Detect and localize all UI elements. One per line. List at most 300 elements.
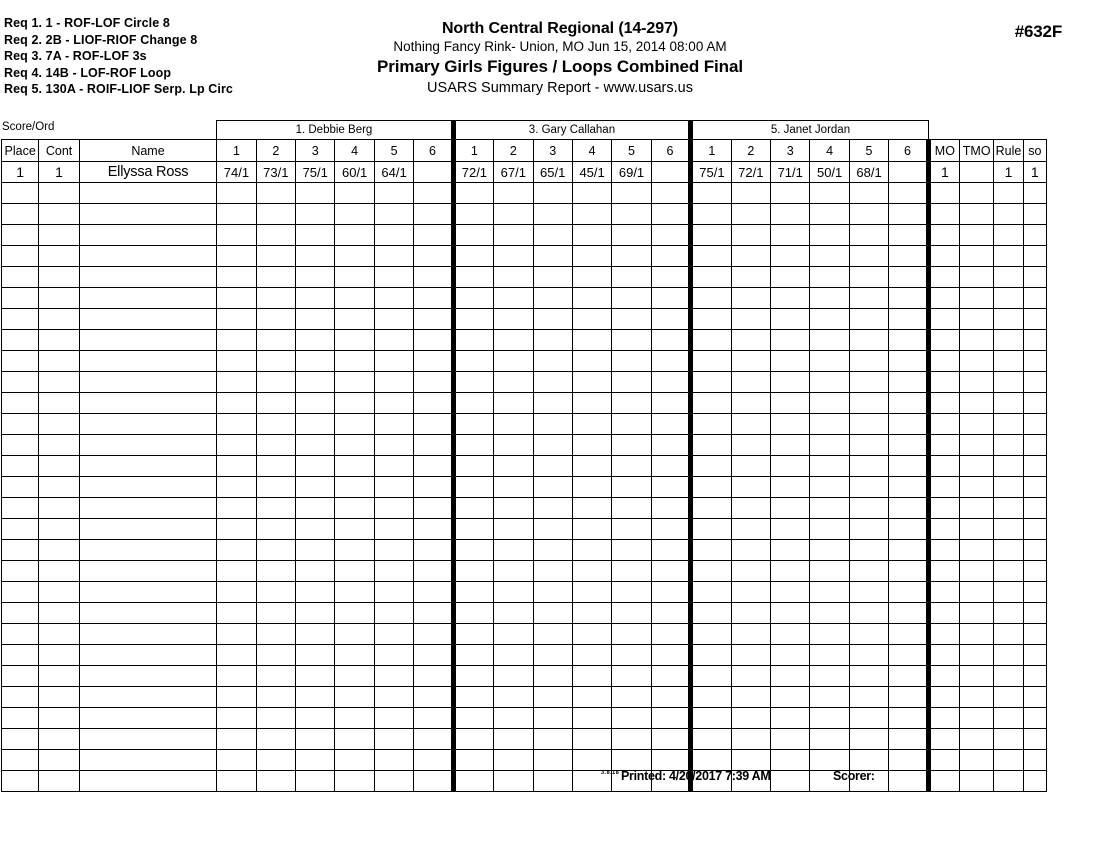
cell-empty	[2, 309, 39, 330]
cell-empty	[256, 456, 295, 477]
cell-empty	[533, 561, 572, 582]
cell-empty	[849, 309, 888, 330]
cell-empty	[453, 351, 493, 372]
cell-empty	[79, 645, 216, 666]
cell-empty	[810, 645, 849, 666]
cell-empty	[651, 435, 690, 456]
cell-empty	[453, 540, 493, 561]
cell-empty	[494, 351, 533, 372]
cell-empty	[849, 204, 888, 225]
cell-empty	[572, 456, 611, 477]
cell-empty	[849, 225, 888, 246]
table-row-empty[interactable]	[2, 624, 1047, 645]
cell-empty	[256, 519, 295, 540]
cell-empty	[1023, 393, 1046, 414]
cell-empty	[810, 729, 849, 750]
cell-empty	[771, 645, 810, 666]
cell-empty	[731, 519, 770, 540]
cell-empty	[572, 204, 611, 225]
cell-empty	[1023, 477, 1046, 498]
cell-empty	[651, 561, 690, 582]
column-header-judge1-fig3: 3	[296, 140, 335, 162]
cell-empty	[453, 267, 493, 288]
cell-empty	[572, 498, 611, 519]
table-row-empty[interactable]	[2, 456, 1047, 477]
cell-empty	[2, 477, 39, 498]
cell-empty	[453, 372, 493, 393]
cell-empty	[533, 183, 572, 204]
cell-empty	[533, 645, 572, 666]
cell-empty	[494, 393, 533, 414]
cell-empty	[960, 561, 994, 582]
cell-score-judge1-fig5: 64/1	[374, 162, 413, 183]
cell-empty	[691, 393, 731, 414]
cell-empty	[296, 372, 335, 393]
cell-empty	[533, 666, 572, 687]
cell-empty	[849, 246, 888, 267]
cell-empty	[296, 477, 335, 498]
column-header-so: so	[1023, 140, 1046, 162]
column-header-place: Place	[2, 140, 39, 162]
cell-empty	[731, 183, 770, 204]
cell-empty	[810, 204, 849, 225]
table-row-empty[interactable]	[2, 603, 1047, 624]
cell-empty	[1023, 498, 1046, 519]
cell-empty	[2, 351, 39, 372]
cell-empty	[79, 624, 216, 645]
cell-empty	[889, 225, 928, 246]
cell-empty	[731, 582, 770, 603]
cell-empty	[494, 687, 533, 708]
table-row-empty[interactable]	[2, 330, 1047, 351]
cell-empty	[1023, 456, 1046, 477]
cell-empty	[39, 267, 79, 288]
cell-empty	[994, 309, 1023, 330]
cell-empty	[217, 666, 256, 687]
cell-score-judge2-fig3: 65/1	[533, 162, 572, 183]
requirement-line: Req 1. 1 - ROF-LOF Circle 8	[4, 16, 170, 30]
cell-empty	[39, 540, 79, 561]
cell-empty	[771, 435, 810, 456]
cell-empty	[691, 519, 731, 540]
cell-empty	[217, 393, 256, 414]
column-header-judge1-fig5: 5	[374, 140, 413, 162]
cell-empty	[2, 603, 39, 624]
cell-empty	[494, 372, 533, 393]
cell-empty	[1023, 351, 1046, 372]
cell-empty	[374, 351, 413, 372]
cell-empty	[533, 267, 572, 288]
cell-empty	[256, 372, 295, 393]
cell-empty	[256, 414, 295, 435]
cell-empty	[612, 267, 651, 288]
cell-empty	[79, 351, 216, 372]
cell-empty	[994, 246, 1023, 267]
cell-empty	[533, 540, 572, 561]
cell-empty	[453, 288, 493, 309]
cell-empty	[928, 435, 959, 456]
cell-empty	[612, 351, 651, 372]
cell-empty	[414, 729, 453, 750]
cell-empty	[572, 519, 611, 540]
cell-empty	[256, 330, 295, 351]
cell-empty	[994, 183, 1023, 204]
table-row-empty[interactable]	[2, 477, 1047, 498]
table-row-empty[interactable]	[2, 183, 1047, 204]
cell-empty	[335, 183, 374, 204]
cell-empty	[296, 309, 335, 330]
cell-empty	[414, 624, 453, 645]
cell-empty	[960, 687, 994, 708]
cell-empty	[39, 309, 79, 330]
column-header-judge3-fig2: 2	[731, 140, 770, 162]
table-row-empty[interactable]	[2, 435, 1047, 456]
cell-empty	[960, 624, 994, 645]
cell-empty	[217, 246, 256, 267]
cell-empty	[889, 393, 928, 414]
cell-place: 1	[2, 162, 39, 183]
cell-empty	[810, 498, 849, 519]
cell-empty	[79, 603, 216, 624]
cell-empty	[296, 267, 335, 288]
cell-empty	[612, 393, 651, 414]
cell-empty	[572, 477, 611, 498]
cell-empty	[572, 393, 611, 414]
cell-empty	[374, 225, 413, 246]
cell-empty	[39, 582, 79, 603]
cell-empty	[928, 708, 959, 729]
cell-empty	[374, 393, 413, 414]
cell-empty	[889, 309, 928, 330]
cell-empty	[335, 729, 374, 750]
table-row-empty[interactable]	[2, 267, 1047, 288]
cell-empty	[928, 351, 959, 372]
cell-empty	[731, 225, 770, 246]
table-row-empty[interactable]	[2, 561, 1047, 582]
column-header-judge2-fig1: 1	[453, 140, 493, 162]
cell-score-judge2-fig5: 69/1	[612, 162, 651, 183]
cell-tmo	[960, 162, 994, 183]
table-row-empty[interactable]	[2, 498, 1047, 519]
cell-empty	[994, 729, 1023, 750]
cell-empty	[849, 498, 888, 519]
cell-empty	[612, 330, 651, 351]
cell-empty	[572, 435, 611, 456]
cell-empty	[79, 204, 216, 225]
cell-empty	[256, 624, 295, 645]
cell-empty	[217, 372, 256, 393]
table-row-empty[interactable]	[2, 288, 1047, 309]
cell-empty	[771, 372, 810, 393]
cell-empty	[256, 435, 295, 456]
judge-band-right-spacer	[928, 121, 1046, 140]
cell-empty	[810, 372, 849, 393]
cell-empty	[1023, 267, 1046, 288]
cell-empty	[810, 225, 849, 246]
table-row-empty[interactable]	[2, 519, 1047, 540]
cell-empty	[889, 624, 928, 645]
column-header-judge2-fig5: 5	[612, 140, 651, 162]
cell-empty	[374, 372, 413, 393]
cell-empty	[2, 330, 39, 351]
cell-empty	[960, 645, 994, 666]
cell-empty	[691, 372, 731, 393]
column-header-judge1-fig1: 1	[217, 140, 256, 162]
cell-empty	[1023, 708, 1046, 729]
cell-empty	[691, 603, 731, 624]
cell-empty	[494, 183, 533, 204]
cell-empty	[1023, 540, 1046, 561]
cell-empty	[494, 540, 533, 561]
cell-empty	[374, 498, 413, 519]
cell-empty	[79, 288, 216, 309]
cell-empty	[453, 330, 493, 351]
cell-empty	[810, 393, 849, 414]
cell-empty	[414, 372, 453, 393]
cell-empty	[533, 372, 572, 393]
cell-empty	[994, 645, 1023, 666]
cell-empty	[994, 666, 1023, 687]
cell-empty	[296, 456, 335, 477]
cell-empty	[994, 540, 1023, 561]
cell-empty	[39, 330, 79, 351]
cell-empty	[994, 561, 1023, 582]
cell-empty	[612, 309, 651, 330]
cell-empty	[994, 288, 1023, 309]
cell-empty	[771, 519, 810, 540]
judge-band-row	[2, 121, 1047, 140]
cell-empty	[810, 666, 849, 687]
cell-empty	[849, 414, 888, 435]
column-header-rule: Rule	[994, 140, 1023, 162]
cell-empty	[79, 561, 216, 582]
table-row-empty[interactable]	[2, 351, 1047, 372]
cell-empty	[810, 540, 849, 561]
cell-empty	[79, 309, 216, 330]
cell-empty	[39, 603, 79, 624]
cell-empty	[39, 246, 79, 267]
cell-score-judge3-fig6	[889, 162, 928, 183]
cell-empty	[691, 225, 731, 246]
cell-empty	[889, 204, 928, 225]
cell-empty	[217, 351, 256, 372]
cell-empty	[994, 414, 1023, 435]
cell-empty	[849, 456, 888, 477]
cell-empty	[572, 288, 611, 309]
table-row-empty[interactable]	[2, 540, 1047, 561]
cell-empty	[691, 246, 731, 267]
table-row-empty[interactable]	[2, 414, 1047, 435]
table-row-empty[interactable]	[2, 309, 1047, 330]
cell-empty	[771, 309, 810, 330]
cell-empty	[810, 267, 849, 288]
table-row-empty[interactable]	[2, 645, 1047, 666]
cell-empty	[256, 477, 295, 498]
cell-empty	[296, 204, 335, 225]
cell-empty	[960, 582, 994, 603]
cell-empty	[217, 477, 256, 498]
cell-empty	[2, 729, 39, 750]
table-row[interactable]	[2, 162, 1047, 183]
cell-empty	[849, 729, 888, 750]
cell-empty	[2, 498, 39, 519]
cell-empty	[612, 414, 651, 435]
cell-empty	[2, 687, 39, 708]
cell-empty	[79, 666, 216, 687]
cell-empty	[494, 309, 533, 330]
cell-empty	[217, 225, 256, 246]
cell-empty	[414, 582, 453, 603]
cell-empty	[651, 456, 690, 477]
cell-empty	[651, 582, 690, 603]
cell-empty	[453, 666, 493, 687]
cell-empty	[889, 414, 928, 435]
table-row-empty[interactable]	[2, 729, 1047, 750]
requirement-line: Req 4. 14B - LOF-ROF Loop	[4, 65, 172, 80]
cell-empty	[335, 519, 374, 540]
cell-empty	[889, 729, 928, 750]
cell-empty	[217, 708, 256, 729]
judge-name-header: 3. Gary Callahan	[453, 121, 691, 140]
cell-empty	[691, 267, 731, 288]
cell-empty	[414, 498, 453, 519]
cell-empty	[849, 645, 888, 666]
cell-empty	[335, 561, 374, 582]
cell-empty	[691, 624, 731, 645]
cell-score-judge2-fig1: 72/1	[453, 162, 493, 183]
cell-empty	[849, 351, 888, 372]
cell-empty	[612, 540, 651, 561]
cell-empty	[731, 435, 770, 456]
cell-empty	[572, 225, 611, 246]
cell-empty	[2, 414, 39, 435]
table-row-empty[interactable]	[2, 372, 1047, 393]
cell-empty	[414, 519, 453, 540]
cell-empty	[691, 645, 731, 666]
cell-empty	[960, 309, 994, 330]
cell-empty	[374, 435, 413, 456]
table-row-empty[interactable]	[2, 687, 1047, 708]
cell-empty	[39, 456, 79, 477]
cell-empty	[691, 582, 731, 603]
requirement-line: Req 3. 7A - ROF-LOF 3s	[4, 49, 147, 63]
table-row-empty[interactable]	[2, 708, 1047, 729]
cell-empty	[771, 456, 810, 477]
cell-empty	[494, 645, 533, 666]
cell-empty	[731, 246, 770, 267]
cell-empty	[572, 666, 611, 687]
cell-empty	[771, 561, 810, 582]
cell-empty	[960, 246, 994, 267]
table-row-empty[interactable]	[2, 582, 1047, 603]
cell-empty	[494, 729, 533, 750]
cell-empty	[849, 288, 888, 309]
cell-empty	[494, 708, 533, 729]
cell-empty	[39, 183, 79, 204]
cell-empty	[374, 330, 413, 351]
cell-empty	[2, 456, 39, 477]
cell-empty	[217, 519, 256, 540]
cell-empty	[533, 225, 572, 246]
cell-empty	[1023, 183, 1046, 204]
cell-empty	[335, 330, 374, 351]
cell-empty	[256, 204, 295, 225]
table-row-empty[interactable]	[2, 393, 1047, 414]
cell-empty	[217, 498, 256, 519]
cell-empty	[79, 729, 216, 750]
cell-empty	[810, 414, 849, 435]
table-row-empty[interactable]	[2, 666, 1047, 687]
cell-empty	[2, 372, 39, 393]
score-ord-caption: Score/Ord	[2, 121, 55, 133]
cell-empty	[849, 708, 888, 729]
cell-empty	[256, 561, 295, 582]
cell-empty	[994, 225, 1023, 246]
cell-empty	[651, 645, 690, 666]
table-row-empty[interactable]	[2, 225, 1047, 246]
cell-empty	[731, 456, 770, 477]
cell-empty	[810, 624, 849, 645]
cell-empty	[1023, 519, 1046, 540]
cell-empty	[453, 687, 493, 708]
cell-empty	[572, 603, 611, 624]
cell-empty	[494, 456, 533, 477]
cell-empty	[960, 519, 994, 540]
cell-empty	[572, 372, 611, 393]
table-row-empty[interactable]	[2, 246, 1047, 267]
cell-empty	[2, 288, 39, 309]
table-row-empty[interactable]	[2, 204, 1047, 225]
cell-empty	[256, 351, 295, 372]
cell-empty	[296, 288, 335, 309]
cell-empty	[731, 540, 770, 561]
cell-empty	[928, 666, 959, 687]
cell-empty	[374, 183, 413, 204]
cell-empty	[849, 393, 888, 414]
cell-empty	[414, 645, 453, 666]
cell-empty	[928, 246, 959, 267]
cell-empty	[731, 603, 770, 624]
cell-empty	[572, 351, 611, 372]
cell-empty	[414, 393, 453, 414]
cell-empty	[960, 225, 994, 246]
cell-empty	[572, 414, 611, 435]
cell-empty	[39, 477, 79, 498]
cell-empty	[79, 687, 216, 708]
venue-line: Nothing Fancy Rink- Union, MO Jun 15, 2014 08:00 AM	[393, 39, 727, 54]
cell-empty	[612, 582, 651, 603]
cell-empty	[960, 393, 994, 414]
cell-empty	[731, 372, 770, 393]
cell-empty	[810, 288, 849, 309]
cell-empty	[39, 288, 79, 309]
cell-empty	[889, 288, 928, 309]
cell-empty	[374, 666, 413, 687]
cell-empty	[849, 666, 888, 687]
cell-empty	[994, 330, 1023, 351]
cell-empty	[810, 435, 849, 456]
cell-empty	[2, 225, 39, 246]
cell-empty	[1023, 666, 1046, 687]
cell-empty	[651, 624, 690, 645]
cell-empty	[296, 708, 335, 729]
cell-empty	[494, 582, 533, 603]
cell-empty	[889, 246, 928, 267]
cell-empty	[2, 393, 39, 414]
cell-empty	[296, 498, 335, 519]
cell-empty	[296, 225, 335, 246]
cell-empty	[533, 477, 572, 498]
